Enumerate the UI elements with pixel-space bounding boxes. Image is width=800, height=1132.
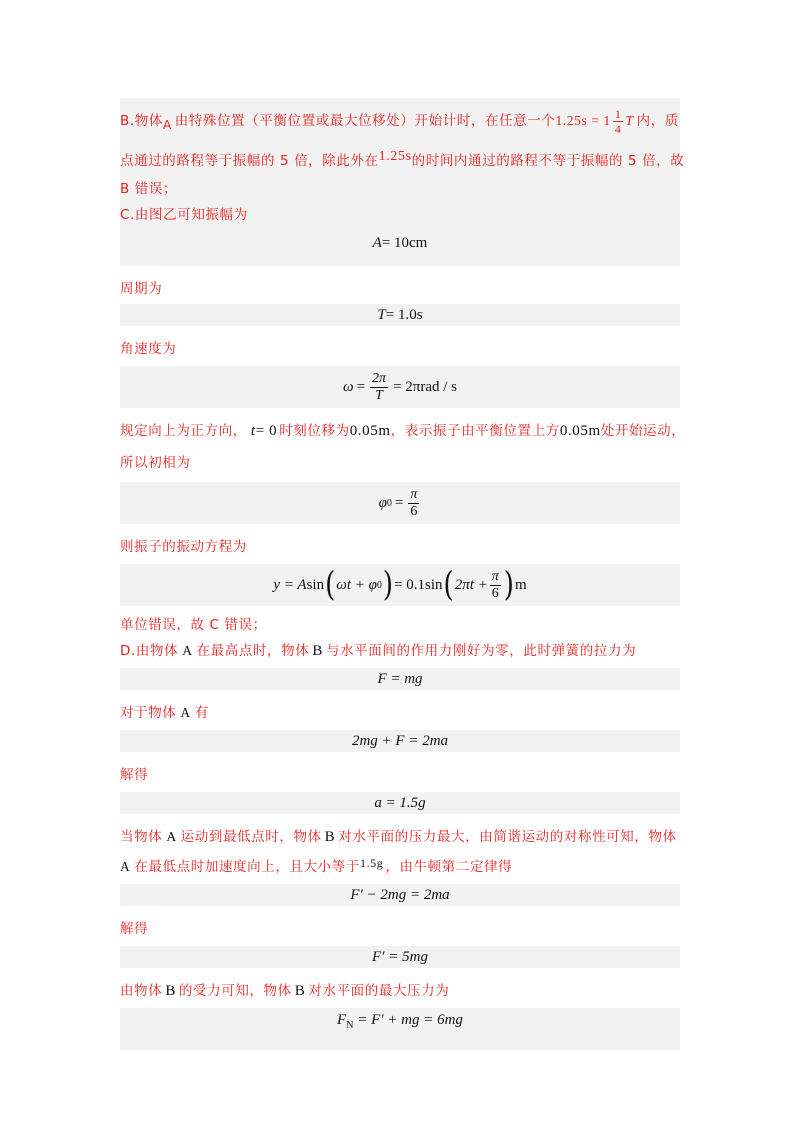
text: 时刻位移为 [279,423,350,439]
formula-acceleration [120,792,680,814]
formula: 2mg + F = 2ma [351,732,449,749]
text: 有 [194,705,209,721]
section-d-line-2 [120,700,680,726]
text: 解得 [120,921,149,937]
text: 规定向上为正方向， [120,423,247,439]
fraction [490,570,501,601]
denominator: 6 [410,503,418,519]
text: 处开始运动， [600,423,686,439]
value: = 2πrad / s [393,378,458,395]
variable-b: B [294,983,306,999]
text: 的时间内通过的路程不等于振幅的 5 倍，故 [411,153,685,169]
text: 由特殊位置（平衡位置或最大位移处）开始计时，在任意一个 [174,113,556,129]
formula: = F′ + mg = 6mg [353,1012,463,1028]
numerator: π [410,486,418,502]
phase-label [120,450,680,476]
formula: F′ − 2mg = 2ma [350,886,450,903]
paren: ( [325,565,336,605]
text: 对水平面的压力最大，由简谐运动的对称性可知，物体 [338,829,677,845]
section-b-line-1 [120,104,680,138]
subscript: 0 [386,497,392,509]
value: 1.25s = 1 [555,113,611,128]
paren: ) [382,565,394,605]
equals: = [394,494,404,511]
numerator: 1 [614,106,622,121]
variable-a: A [372,234,382,251]
variable-t: t [250,423,256,439]
argument: 2πt + [454,576,488,593]
section-d-line-5 [120,854,680,880]
sin: sin [306,576,325,593]
denominator: 6 [491,585,499,601]
equals: = [356,378,366,395]
fraction [613,108,624,135]
text: 周期为 [120,281,163,297]
text: D.由物体 [120,643,179,659]
text: 点通过的路程等于振幅的 5 倍，除此外在 [120,153,379,169]
numerator: π [491,568,499,584]
variable-f: F [337,1012,347,1028]
formula-f-mg [120,668,680,690]
section-b-line-2 [120,146,685,176]
solution-content [120,98,686,1050]
text: 与水平面间的作用力刚好为零，此时弹簧的拉力为 [325,643,637,659]
fraction [408,488,419,519]
numerator: 2π [372,370,387,386]
section-d-solve-1 [120,762,680,788]
value: = 1.0s [385,306,423,323]
formula-phase [120,482,680,524]
omega-label [120,336,680,362]
text: 在最高点时，物体 [196,643,310,659]
subscript: 0 [376,579,382,591]
variable-b: B [312,643,323,659]
variable-a: A [180,705,191,720]
section-c-conclusion [120,612,680,638]
denominator: T [375,387,383,403]
section-d-line-4 [120,824,680,850]
value: 1.25s [378,149,412,164]
text: 运动到最低点时，物体 [180,829,322,845]
paren: ) [503,565,514,605]
formula: F′ = 5mg [372,948,428,965]
formula-f-prime [120,946,680,968]
text: 解得 [120,767,149,783]
argument: ωt + φ [336,576,377,593]
section-d-line-7 [120,978,680,1004]
equation-label [120,534,680,560]
variable-a: A [182,643,193,658]
section-c-intro [120,202,680,228]
period-label [120,276,680,302]
formula-vibration [120,564,680,606]
formula-omega [120,366,680,408]
formula-amplitude [120,228,680,258]
value: 0.05m [349,423,391,439]
text: 内，质 [636,113,679,129]
text: 对水平面的最大压力为 [308,983,450,999]
text: 由物体 [120,983,163,999]
text: B.物体 [120,113,163,129]
text: 单位错误，故 C 错误； [120,617,267,633]
text: 则振子的振动方程为 [120,539,247,555]
text: 角速度为 [120,341,177,357]
text: 当物体 [120,829,163,845]
section-b [120,98,685,266]
section-d-line-1 [120,638,680,664]
variable-t: T [625,113,634,128]
formula-normal-force [120,1008,680,1050]
paren: ( [443,565,454,605]
value: 1.5g [359,856,384,870]
text: 在最低点时加速度向上，且大小等于 [134,859,360,875]
value: = 0.1sin [394,576,443,593]
variable-a: A [166,829,177,844]
variable-b: B [324,829,336,845]
omega-symbol: ω [342,378,354,395]
text: 的受力可知，物体 [178,983,292,999]
formula: F = mg [377,670,423,687]
text: B 错误； [120,181,178,197]
formula-newton-bottom [120,884,680,906]
formula: a = 1.5g [374,794,426,811]
subscript: N [346,1020,354,1031]
section-b-line-3 [120,176,680,202]
text: ，表示振子由平衡位置上方 [390,423,560,439]
lhs: y = A [273,576,307,593]
section-d-solve-2 [120,916,680,942]
variable-a: A [162,118,172,132]
text: C.由图乙可知振幅为 [120,207,248,223]
variable-t: T [377,306,386,323]
variable-a: A [120,859,131,874]
formula-period [120,304,680,326]
phi-symbol: φ [378,494,387,511]
direction-line [120,418,686,444]
text: 所以初相为 [120,455,191,471]
fraction [370,372,388,403]
formula-newton-top [120,730,680,752]
value: = 0 [255,423,278,439]
text: 对于物体 [120,705,177,721]
text: ，由牛顿第二定律得 [385,859,513,875]
value: = 10cm [381,234,428,251]
denominator: 4 [614,121,622,136]
mixed-fraction [555,108,633,135]
variable-b: B [165,983,176,999]
value: 0.05m [559,423,601,439]
unit: m [514,576,527,593]
